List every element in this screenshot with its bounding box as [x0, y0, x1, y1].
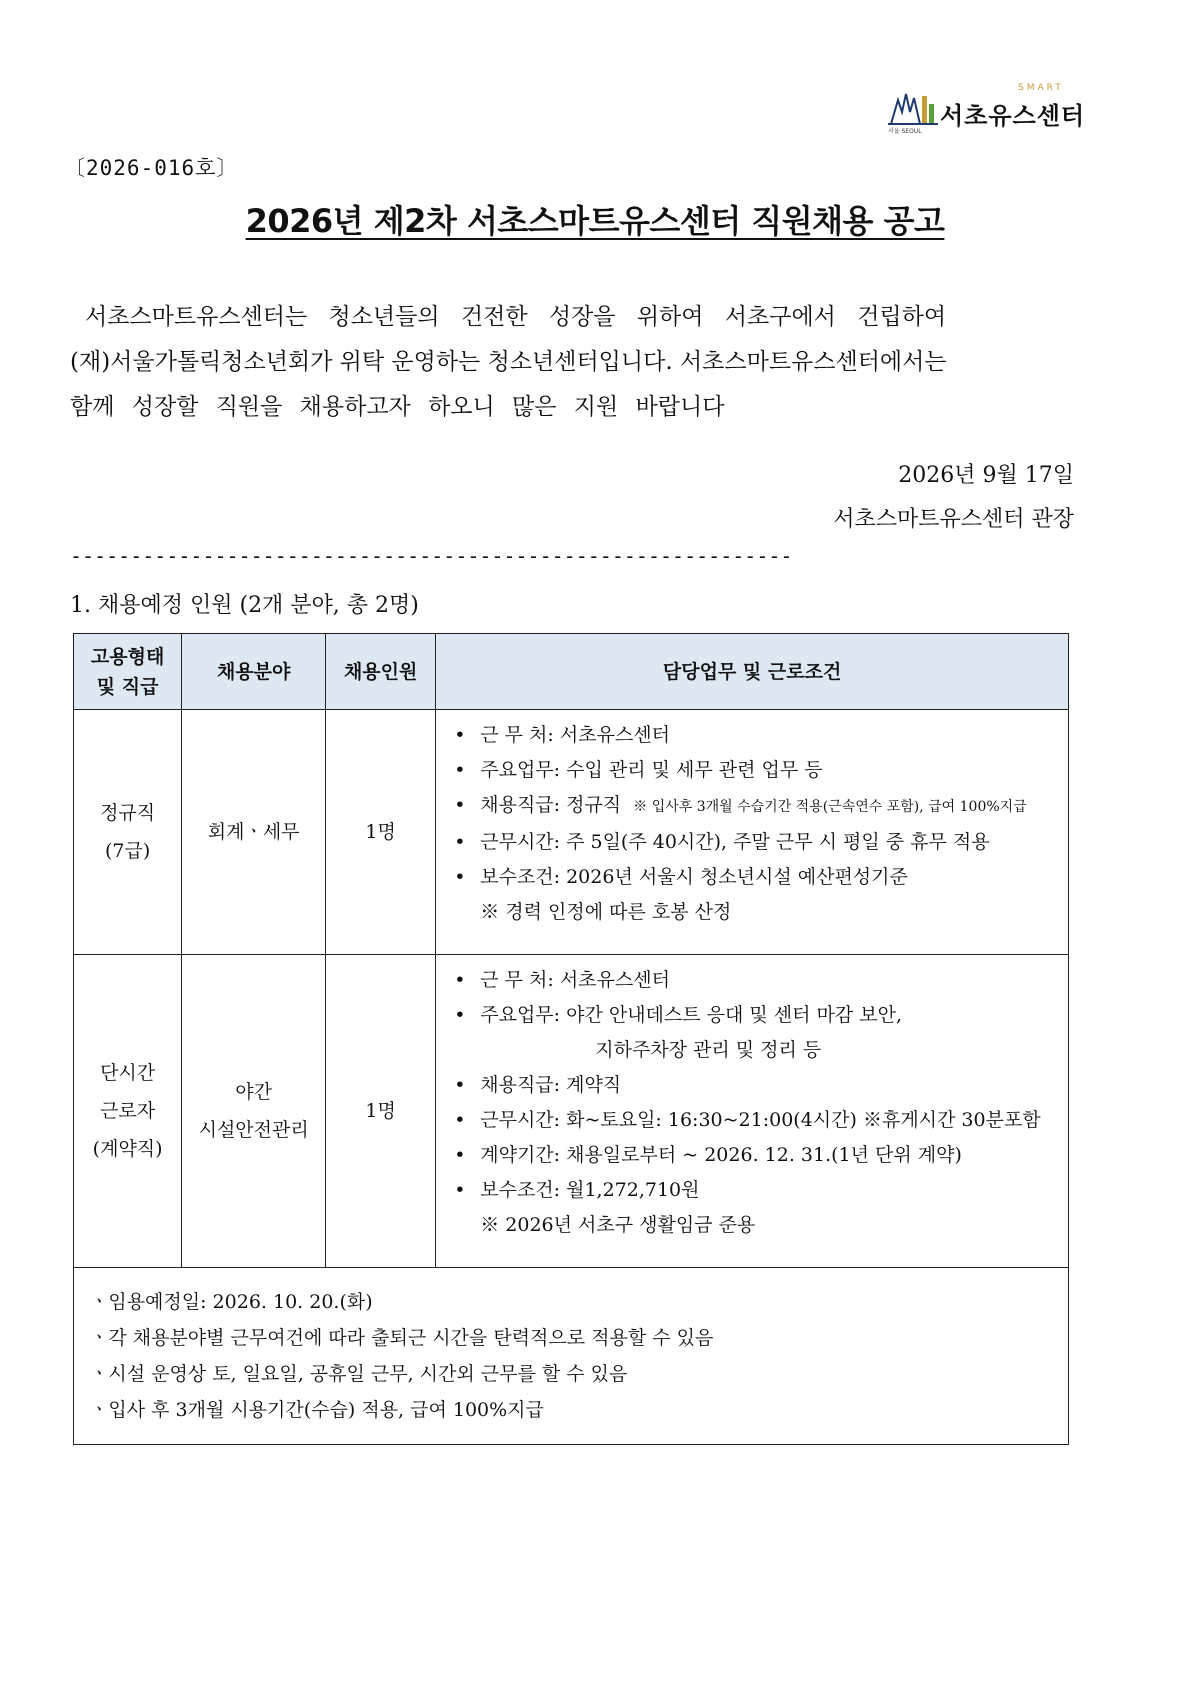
duty-item: • 채용직급: 계약직: [450, 1068, 1068, 1103]
header-employment-type: [74, 634, 182, 710]
cell-field: [182, 710, 326, 955]
header-count: 채용인원: [326, 634, 436, 710]
duty-item: • 근무시간: 주 5일(주 40시간), 주말 근무 시 평일 중 휴무 적용: [450, 825, 1068, 860]
note-item: ㆍ임용예정일: 2026. 10. 20.(화): [90, 1291, 373, 1313]
cell-text: (7급): [104, 840, 151, 862]
note-item: ㆍ시설 운영상 토, 일요일, 공휴일 근무, 시간외 근무를 할 수 있음: [90, 1363, 628, 1385]
recruitment-table: [73, 633, 1069, 1445]
duty-item: • 근무시간: 화~토요일: 16:30~21:00(4시간) ※휴게시간 30분포함: [450, 1103, 1068, 1138]
cell-employment-type: [74, 955, 182, 1268]
page-title-text: 2026년 제2차 서초스마트유스센터 직원채용 공고: [245, 202, 945, 240]
duty-item: • 근 무 처: 서초유스센터: [450, 963, 1068, 998]
table-row: [74, 955, 1069, 1268]
cell-field: [182, 955, 326, 1268]
header-employment-type-label: 고용형태 및 직급: [90, 645, 165, 698]
cell-text: (계약직): [92, 1138, 163, 1160]
section-title-recruit-count: 1. 채용예정 인원 (2개 분야, 총 2명): [70, 593, 419, 618]
cell-duties: [436, 710, 1069, 955]
divider-line: ------------------------------------------------------------: [70, 544, 793, 568]
cell-text: 시설안전관리: [198, 1119, 309, 1141]
cell-count: 1명: [326, 955, 436, 1268]
cell-notes: [74, 1268, 1069, 1445]
note-item: ㆍ각 채용분야별 근무여건에 따라 출퇴근 시간을 탄력적으로 적용할 수 있음: [90, 1327, 714, 1349]
duty-item: • 근 무 처: 서초유스센터: [450, 718, 1068, 753]
cell-duties: [436, 955, 1069, 1268]
duty-item: • 주요업무: 수입 관리 및 세무 관련 업무 등: [450, 753, 1068, 788]
cell-text: 회계ㆍ세무: [207, 821, 300, 843]
intro-line: (재)서울가톨릭청소년회가 위탁 운영하는 청소년센터입니다. 서초스마트유스센터에서는: [70, 349, 947, 375]
cell-employment-type: [74, 710, 182, 955]
cell-text: 근로자: [100, 1100, 156, 1122]
cell-text: 야간: [235, 1081, 273, 1103]
duty-item-text: 채용직급: 정규직: [480, 794, 622, 816]
intro-line: 서초스마트유스센터는 청소년들의 건전한 성장을 위하여 서초구에서 건립하여: [85, 304, 947, 330]
duty-list: [450, 718, 1068, 930]
logo-mark-icon: [888, 90, 938, 126]
header-field: 채용분야: [182, 634, 326, 710]
cell-text: 단시간: [100, 1062, 156, 1084]
table-header-row: [74, 634, 1069, 710]
cell-text: 정규직: [100, 802, 156, 824]
announcement-date: 2026년 9월 17일: [898, 463, 1074, 488]
duty-item-continued: 지하주차장 관리 및 정리 등: [595, 1039, 822, 1061]
table-notes-row: [74, 1268, 1069, 1445]
duty-item-smallnote: ※ 입사후 3개월 수습기간 적용(근속연수 포함), 급여 100%지급: [633, 799, 1027, 815]
table-row: [74, 710, 1069, 955]
logo-subtext: 서울 SEOUL: [888, 128, 922, 135]
duty-item: [450, 788, 1068, 825]
document-number: 〔2026-016호〕: [64, 156, 239, 180]
duty-list: [450, 963, 1068, 1243]
duty-item: • 주요업무: 야간 안내데스트 응대 및 센터 마감 보안,: [450, 998, 1068, 1033]
issuer-name: 서초스마트유스센터 관장: [833, 507, 1074, 532]
center-logo: [888, 83, 1086, 140]
intro-paragraph: [70, 295, 1070, 430]
duty-item: • 보수조건: 월1,272,710원: [450, 1173, 1068, 1208]
duty-note: ※ 경력 인정에 따른 호봉 산정: [480, 901, 732, 923]
duty-item: • 계약기간: 채용일로부터 ~ 2026. 12. 31.(1년 단위 계약): [450, 1138, 1068, 1173]
page-title: [0, 196, 1190, 242]
intro-line: 함께 성장할 직원을 채용하고자 하오니 많은 지원 바랍니다: [70, 394, 725, 420]
logo-name: 서초유스센터: [940, 102, 1086, 130]
cell-count: 1명: [326, 710, 436, 955]
duty-note: ※ 2026년 서초구 생활임금 준용: [480, 1214, 756, 1236]
header-duties: 담당업무 및 근로조건: [436, 634, 1069, 710]
duty-item: • 보수조건: 2026년 서울시 청소년시설 예산편성기준: [450, 860, 1068, 895]
note-item: ㆍ입사 후 3개월 시용기간(수습) 적용, 급여 100%지급: [90, 1399, 544, 1421]
logo-smart-text: SMART: [1018, 83, 1064, 93]
